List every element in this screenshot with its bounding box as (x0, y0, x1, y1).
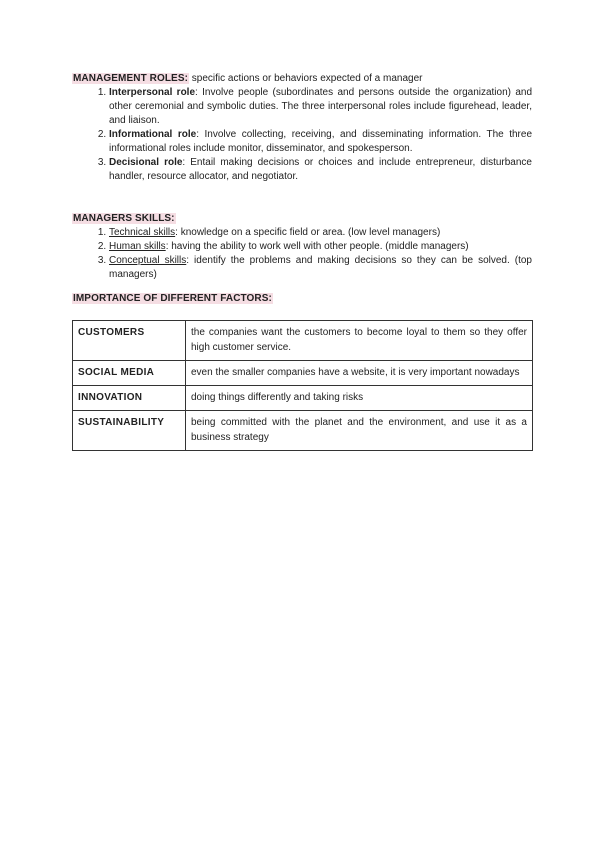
role-term: Informational role (109, 129, 197, 140)
management-roles-heading: MANAGEMENT ROLES: (73, 73, 189, 84)
role-text: : Entail making decisions or choices and include entrepreneur, disturbance handler, resource allocator, and negotiator. (109, 157, 532, 182)
role-term: Decisional role (109, 157, 183, 168)
factors-table (72, 320, 533, 451)
table-row (73, 321, 533, 361)
skill-term: Conceptual skills (109, 255, 187, 266)
description-cell: even the smaller companies have a website, it is very important nowadays (186, 361, 533, 386)
skill-term: Human skills (109, 241, 166, 252)
table-row (73, 411, 533, 451)
management-roles-list (72, 86, 532, 184)
factor-cell: INNOVATION (73, 386, 186, 411)
list-item (109, 86, 532, 128)
skill-text: : knowledge on a specific field or area. (low level managers) (175, 227, 441, 238)
factor-cell: CUSTOMERS (73, 321, 186, 361)
table-row (73, 361, 533, 386)
list-item (109, 254, 532, 282)
table-row (73, 386, 533, 411)
managers-skills-list (72, 226, 532, 282)
list-item (109, 226, 532, 240)
skill-text: : identify the problems and making decisions so they can be solved. (top managers) (109, 255, 532, 280)
description-cell: doing things differently and taking risks (186, 386, 533, 411)
skill-term: Technical skills (109, 227, 176, 238)
list-item (109, 128, 532, 156)
managers-skills-title (72, 212, 532, 226)
management-roles-intro (72, 72, 532, 86)
description-cell: the companies want the customers to become loyal to them so they offer high customer service. (186, 321, 533, 361)
factor-cell: SUSTAINABILITY (73, 411, 186, 451)
list-item (109, 240, 532, 254)
description-cell: being committed with the planet and the environment, and use it as a business strategy (186, 411, 533, 451)
role-term: Interpersonal role (109, 87, 196, 98)
importance-title (72, 292, 532, 306)
skill-text: : having the ability to work well with other people. (middle managers) (165, 241, 469, 252)
factor-cell: SOCIAL MEDIA (73, 361, 186, 386)
role-text: : Involve people (subordinates and persons outside the organization) and other ceremonial and symbolic duties. The three interpersonal roles include figurehead, leader, and liaison. (109, 87, 533, 126)
list-item (109, 156, 532, 184)
document-page (72, 72, 532, 451)
managers-skills-heading: MANAGERS SKILLS: (73, 213, 175, 224)
role-text: : Involve collecting, receiving, and disseminating information. The three informational roles include monitor, disseminator, and spokesperson. (109, 129, 533, 154)
management-roles-intro-text: specific actions or behaviors expected of a manager (189, 73, 423, 84)
importance-heading: IMPORTANCE OF DIFFERENT FACTORS: (73, 293, 272, 304)
